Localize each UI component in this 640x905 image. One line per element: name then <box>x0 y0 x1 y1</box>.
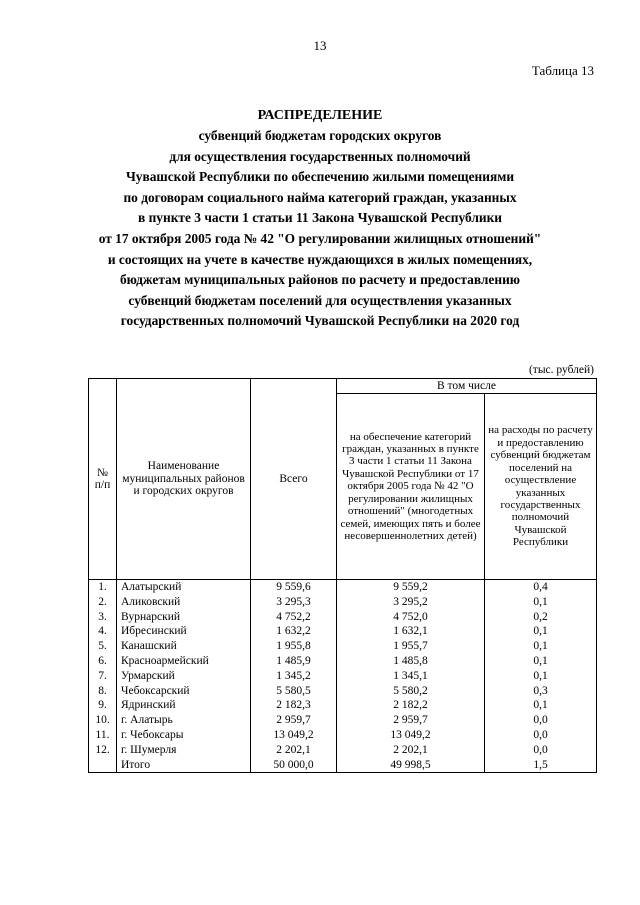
table-row <box>89 580 597 595</box>
table-row <box>89 713 597 728</box>
table-row <box>89 639 597 654</box>
row-num: 1. <box>89 580 117 595</box>
row-name: г. Чебоксары <box>117 728 251 743</box>
row-total: 13 049,2 <box>251 728 337 743</box>
row-num: 8. <box>89 684 117 699</box>
row-name: Урмарский <box>117 669 251 684</box>
distribution-table <box>88 378 597 773</box>
row-name: Аликовский <box>117 595 251 610</box>
title-line: в пункте 3 части 1 статьи 11 Закона Чувашской Республики <box>137 210 503 226</box>
row-num: 11. <box>89 728 117 743</box>
row-num: 10. <box>89 713 117 728</box>
header-including: В том числе <box>337 379 597 394</box>
row-v2: 0,3 <box>485 684 597 699</box>
row-total: 3 295,3 <box>251 595 337 610</box>
table-row <box>89 728 597 743</box>
row-name: Алатырский <box>117 580 251 595</box>
row-total: 2 202,1 <box>251 743 337 758</box>
title-heading: РАСПРЕДЕЛЕНИЕ <box>257 108 383 123</box>
table-row <box>89 698 597 713</box>
row-v2: 0,1 <box>485 698 597 713</box>
row-v2: 0,0 <box>485 743 597 758</box>
row-v2: 0,0 <box>485 713 597 728</box>
table-row <box>89 743 597 758</box>
row-total: 1 485,9 <box>251 654 337 669</box>
table-row <box>89 684 597 699</box>
row-name: Ибресинский <box>117 624 251 639</box>
title-line: от 17 октября 2005 года № 42 "О регулировании жилищных отношений" <box>98 230 542 246</box>
title-line: государственных полномочий Чувашской Республики на 2020 год <box>120 313 520 329</box>
row-num: 6. <box>89 654 117 669</box>
header-num: № п/п <box>89 379 117 580</box>
table-label: Таблица 13 <box>531 63 594 78</box>
title-line: субвенций бюджетам поселений для осуществления указанных <box>128 292 512 308</box>
row-name: Чебоксарский <box>117 684 251 699</box>
row-v2: 0,1 <box>485 639 597 654</box>
table-row <box>89 610 597 625</box>
row-v1: 4 752,0 <box>337 610 485 625</box>
row-v1: 1 485,8 <box>337 654 485 669</box>
row-v2: 0,1 <box>485 595 597 610</box>
title-line: и состоящих на учете в качестве нуждающихся в жилых помещениях, <box>107 251 533 267</box>
row-total: 4 752,2 <box>251 610 337 625</box>
title-line: по договорам социального найма категорий граждан, указанных <box>123 189 517 205</box>
row-v2: 0,1 <box>485 624 597 639</box>
row-total: 1 345,2 <box>251 669 337 684</box>
row-v1: 2 202,1 <box>337 743 485 758</box>
row-num <box>89 758 117 773</box>
row-total: 5 580,5 <box>251 684 337 699</box>
row-num: 3. <box>89 610 117 625</box>
row-name: г. Алатырь <box>117 713 251 728</box>
title-line: для осуществления государственных полномочий <box>169 148 471 164</box>
row-v2: 0,0 <box>485 728 597 743</box>
row-v2: 0,2 <box>485 610 597 625</box>
document-title <box>60 106 580 332</box>
row-num: 9. <box>89 698 117 713</box>
row-name: Ядринский <box>117 698 251 713</box>
row-v2: 0,1 <box>485 654 597 669</box>
row-name: Итого <box>117 758 251 773</box>
row-total: 2 182,3 <box>251 698 337 713</box>
row-v1: 1 632,1 <box>337 624 485 639</box>
row-total: 1 632,2 <box>251 624 337 639</box>
title-line: Чувашской Республики по обеспечению жилыми помещениями <box>125 169 515 185</box>
row-v1: 5 580,2 <box>337 684 485 699</box>
row-name: Канашский <box>117 639 251 654</box>
row-v1: 1 955,7 <box>337 639 485 654</box>
row-num: 5. <box>89 639 117 654</box>
row-v1: 2 959,7 <box>337 713 485 728</box>
row-num: 2. <box>89 595 117 610</box>
table-row <box>89 669 597 684</box>
row-name: г. Шумерля <box>117 743 251 758</box>
row-total: 50 000,0 <box>251 758 337 773</box>
header-sub2: на расходы по расчету и предоставлению субвенций бюджетам поселений на осуществление указанных государственных полномочий Чувашской Республики <box>485 394 597 580</box>
row-total: 9 559,6 <box>251 580 337 595</box>
table-row <box>89 624 597 639</box>
title-line: субвенций бюджетам городских округов <box>198 128 442 143</box>
row-v1: 49 998,5 <box>337 758 485 773</box>
row-v1: 2 182,2 <box>337 698 485 713</box>
row-total: 2 959,7 <box>251 713 337 728</box>
row-v2: 1,5 <box>485 758 597 773</box>
row-name: Вурнарский <box>117 610 251 625</box>
total-row <box>89 758 597 773</box>
table-row <box>89 654 597 669</box>
row-num: 4. <box>89 624 117 639</box>
units-note: (тыс. рублей) <box>528 364 594 376</box>
header-total: Всего <box>251 379 337 580</box>
row-name: Красноармейский <box>117 654 251 669</box>
row-total: 1 955,8 <box>251 639 337 654</box>
title-line: бюджетам муниципальных районов по расчету и предоставлению <box>119 272 521 288</box>
row-v2: 0,4 <box>485 580 597 595</box>
table-row <box>89 595 597 610</box>
header-sub1: на обеспечение категорий граждан, указанных в пункте 3 части 1 статьи 11 Закона Чувашской Республики от 17 октября 2005 года № 42 "О регулировании жилищных отношений" (многодетных семей, имеющих пять и более несовершеннолетних детей) <box>337 394 485 580</box>
row-v1: 9 559,2 <box>337 580 485 595</box>
header-name: Наименование муниципальных районов и городских округов <box>117 379 251 580</box>
page-number: 13 <box>313 38 327 53</box>
row-v1: 13 049,2 <box>337 728 485 743</box>
row-v2: 0,1 <box>485 669 597 684</box>
row-num: 7. <box>89 669 117 684</box>
row-v1: 3 295,2 <box>337 595 485 610</box>
row-v1: 1 345,1 <box>337 669 485 684</box>
row-num: 12. <box>89 743 117 758</box>
